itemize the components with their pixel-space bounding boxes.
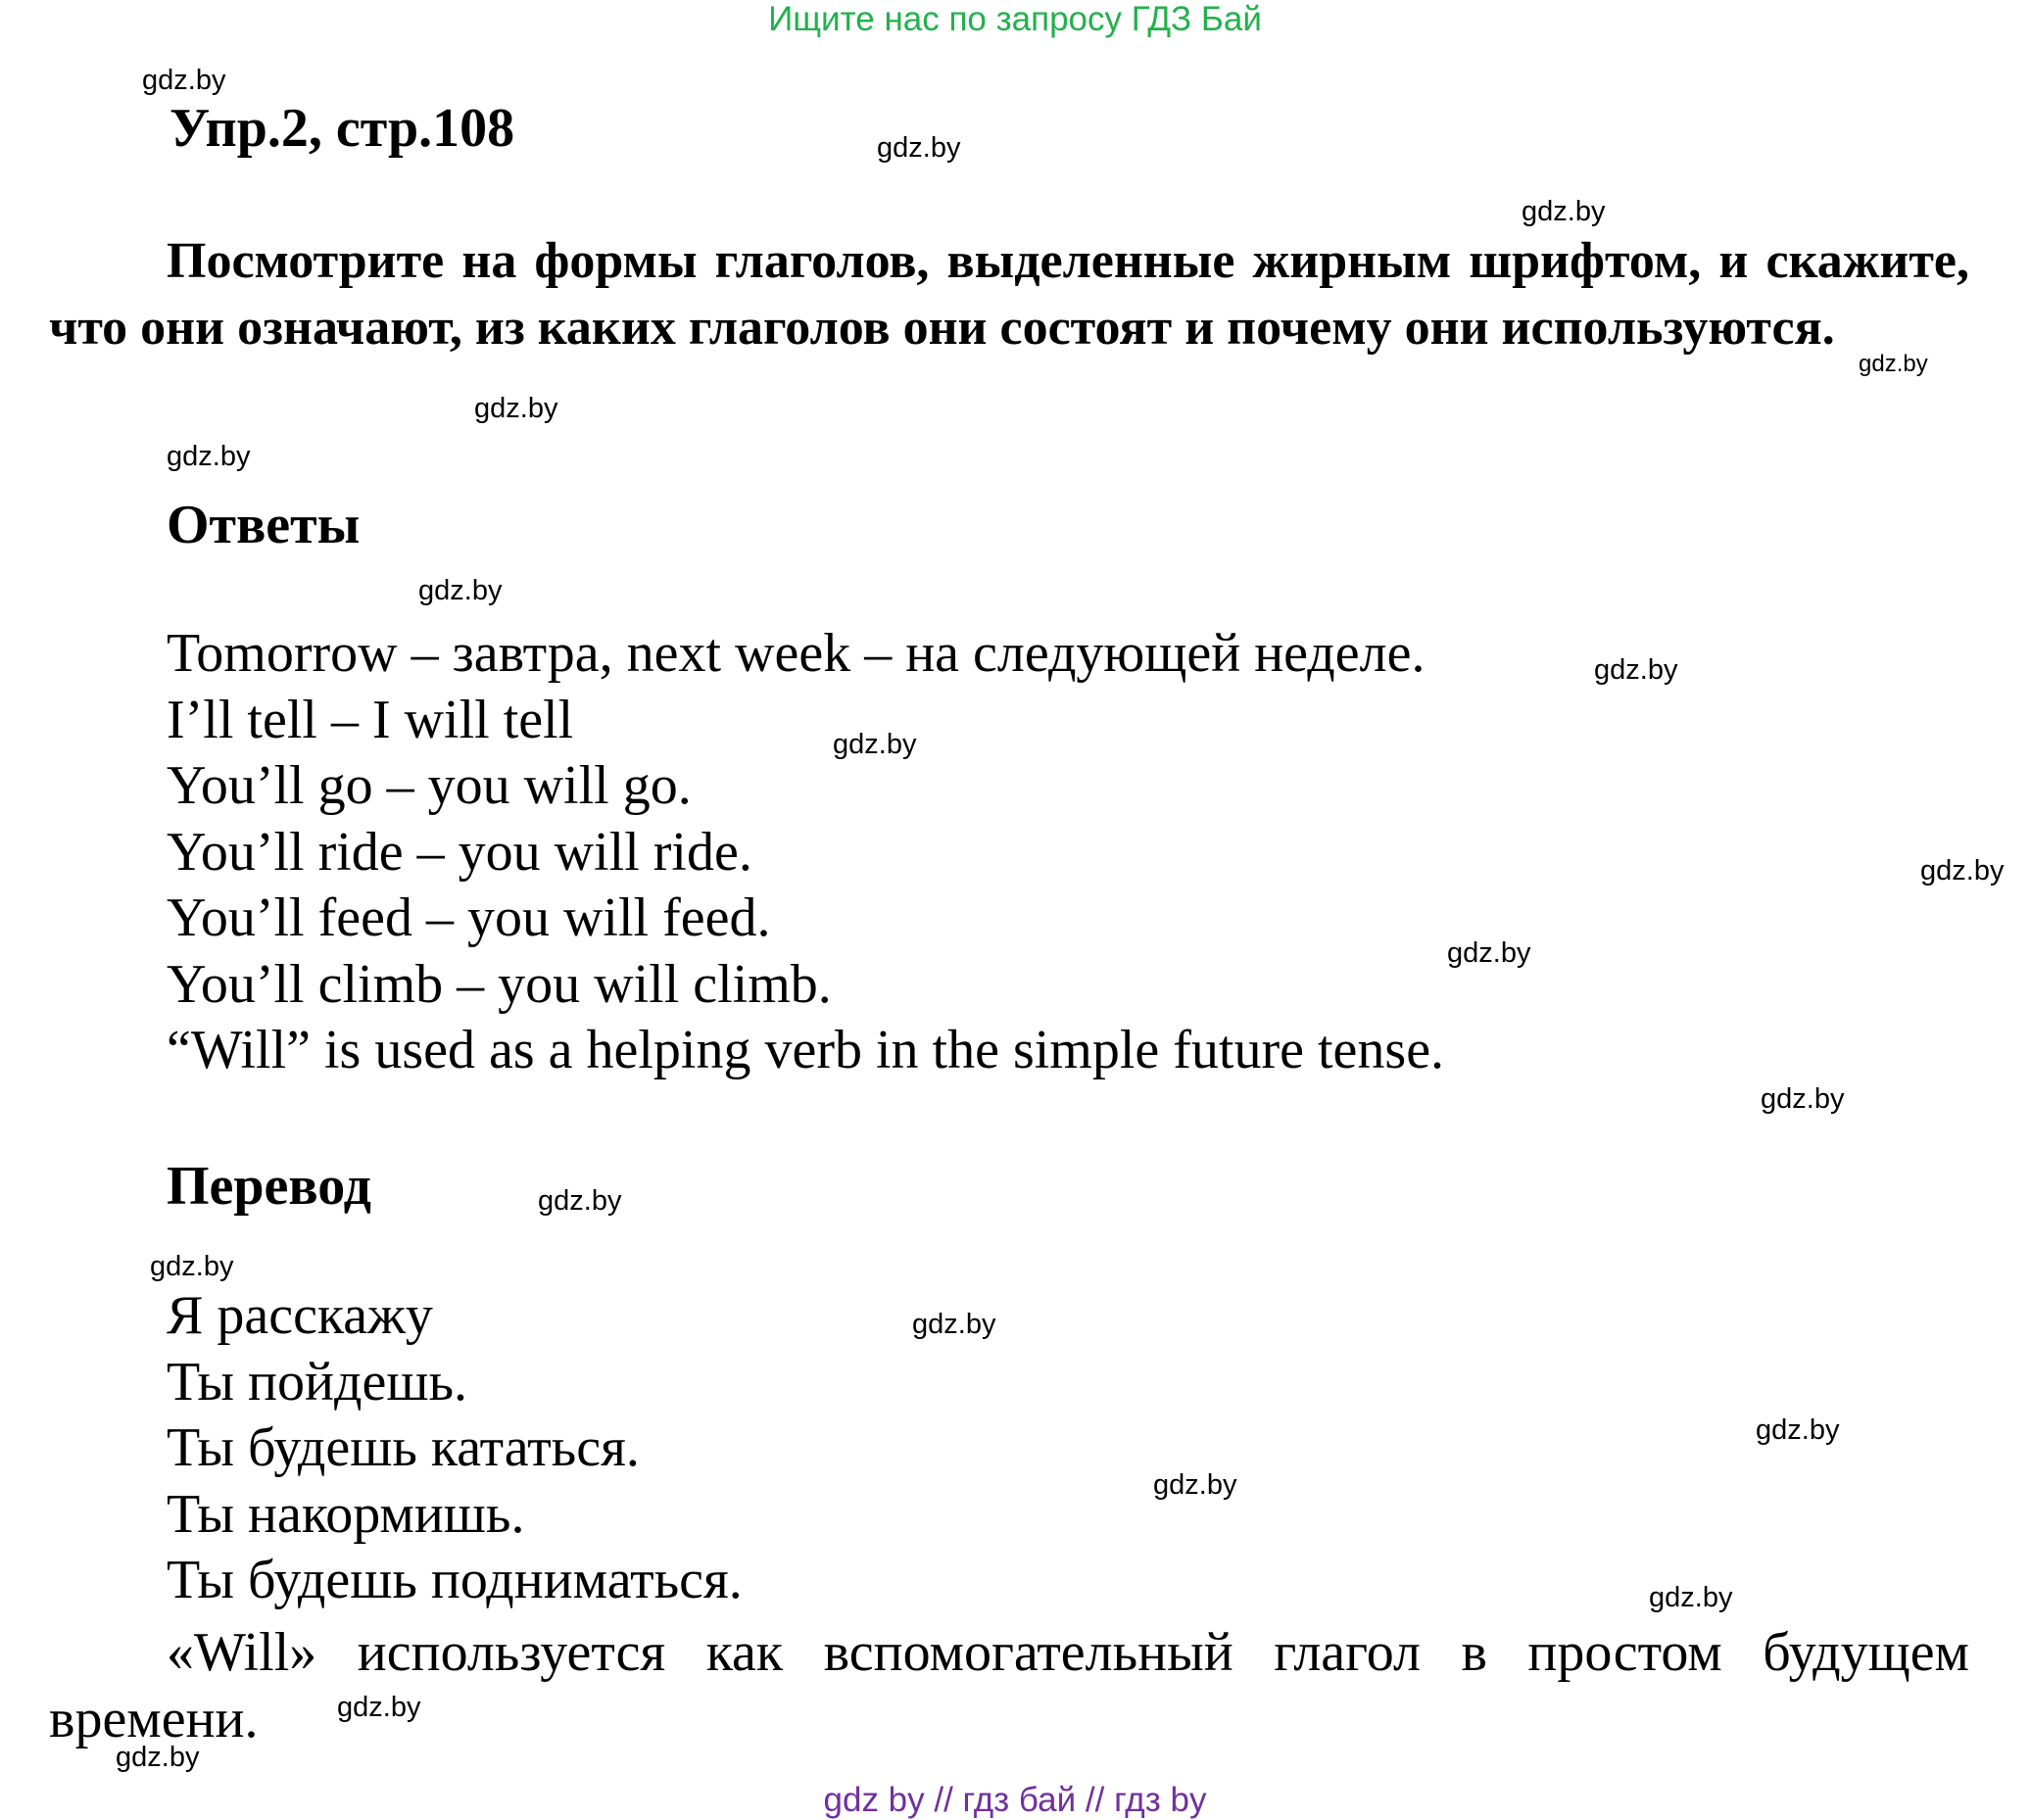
answer-line: You’ll feed – you will feed. [167, 887, 771, 948]
translation-line: Ты накормишь. [167, 1483, 525, 1545]
watermark: gdz.by [877, 132, 961, 164]
task-text: Посмотрите на формы глаголов, выделенные жирным шрифтом, и скажите, что они означают, из каких глаголов они состоят и почему они используются. [49, 233, 1969, 356]
watermark: gdz.by [337, 1692, 421, 1723]
translation-heading: Перевод [167, 1156, 371, 1217]
watermark: gdz.by [1594, 654, 1678, 686]
watermark: gdz.by [1153, 1469, 1237, 1501]
watermark: gdz.by [474, 393, 558, 424]
watermark: gdz.by [1649, 1582, 1733, 1613]
watermark: gdz.by [1447, 937, 1531, 969]
watermark: gdz.by [833, 729, 917, 760]
translation-final: «Will» используется как вспомогательный глагол в простом будущем времени. [49, 1622, 1969, 1749]
watermark: gdz.by [116, 1742, 200, 1773]
answer-line: You’ll climb – you will climb. [167, 953, 832, 1015]
exercise-title: Упр.2, стр.108 [169, 98, 515, 159]
answers-list [167, 621, 1444, 1084]
watermark: gdz.by [1920, 855, 2005, 886]
watermark: gdz.by [1859, 351, 1928, 377]
answer-line: You’ll ride – you will ride. [167, 821, 752, 883]
translation-line: Ты пойдешь. [167, 1351, 467, 1413]
watermark: gdz.by [538, 1185, 622, 1217]
watermark: gdz.by [418, 575, 503, 606]
watermark: gdz.by [167, 441, 251, 472]
answer-line: “Will” is used as a helping verb in the simple future tense. [167, 1020, 1445, 1080]
answer-line: Tomorrow – завтра, next week – на следующей неделе. [167, 623, 1426, 684]
watermark: gdz.by [142, 65, 226, 96]
footer-watermark: gdz by // гдз бай // гдз by [823, 1781, 1207, 1819]
watermark: gdz.by [1522, 196, 1606, 227]
search-banner: Ищите нас по запросу ГДЗ Бай [768, 0, 1262, 38]
watermark: gdz.by [1756, 1414, 1840, 1446]
translation-line: Я расскажу [167, 1285, 433, 1346]
watermark: gdz.by [1761, 1083, 1845, 1115]
watermark: gdz.by [150, 1251, 234, 1282]
translation-list [167, 1283, 743, 1614]
answer-line: I’ll tell – I will tell [167, 689, 574, 750]
answer-line: You’ll go – you will go. [167, 755, 692, 816]
translation-line: Ты будешь кататься. [167, 1417, 640, 1478]
translation-line: Ты будешь подниматься. [167, 1550, 743, 1610]
answers-heading: Ответы [167, 495, 361, 555]
watermark: gdz.by [912, 1309, 996, 1340]
